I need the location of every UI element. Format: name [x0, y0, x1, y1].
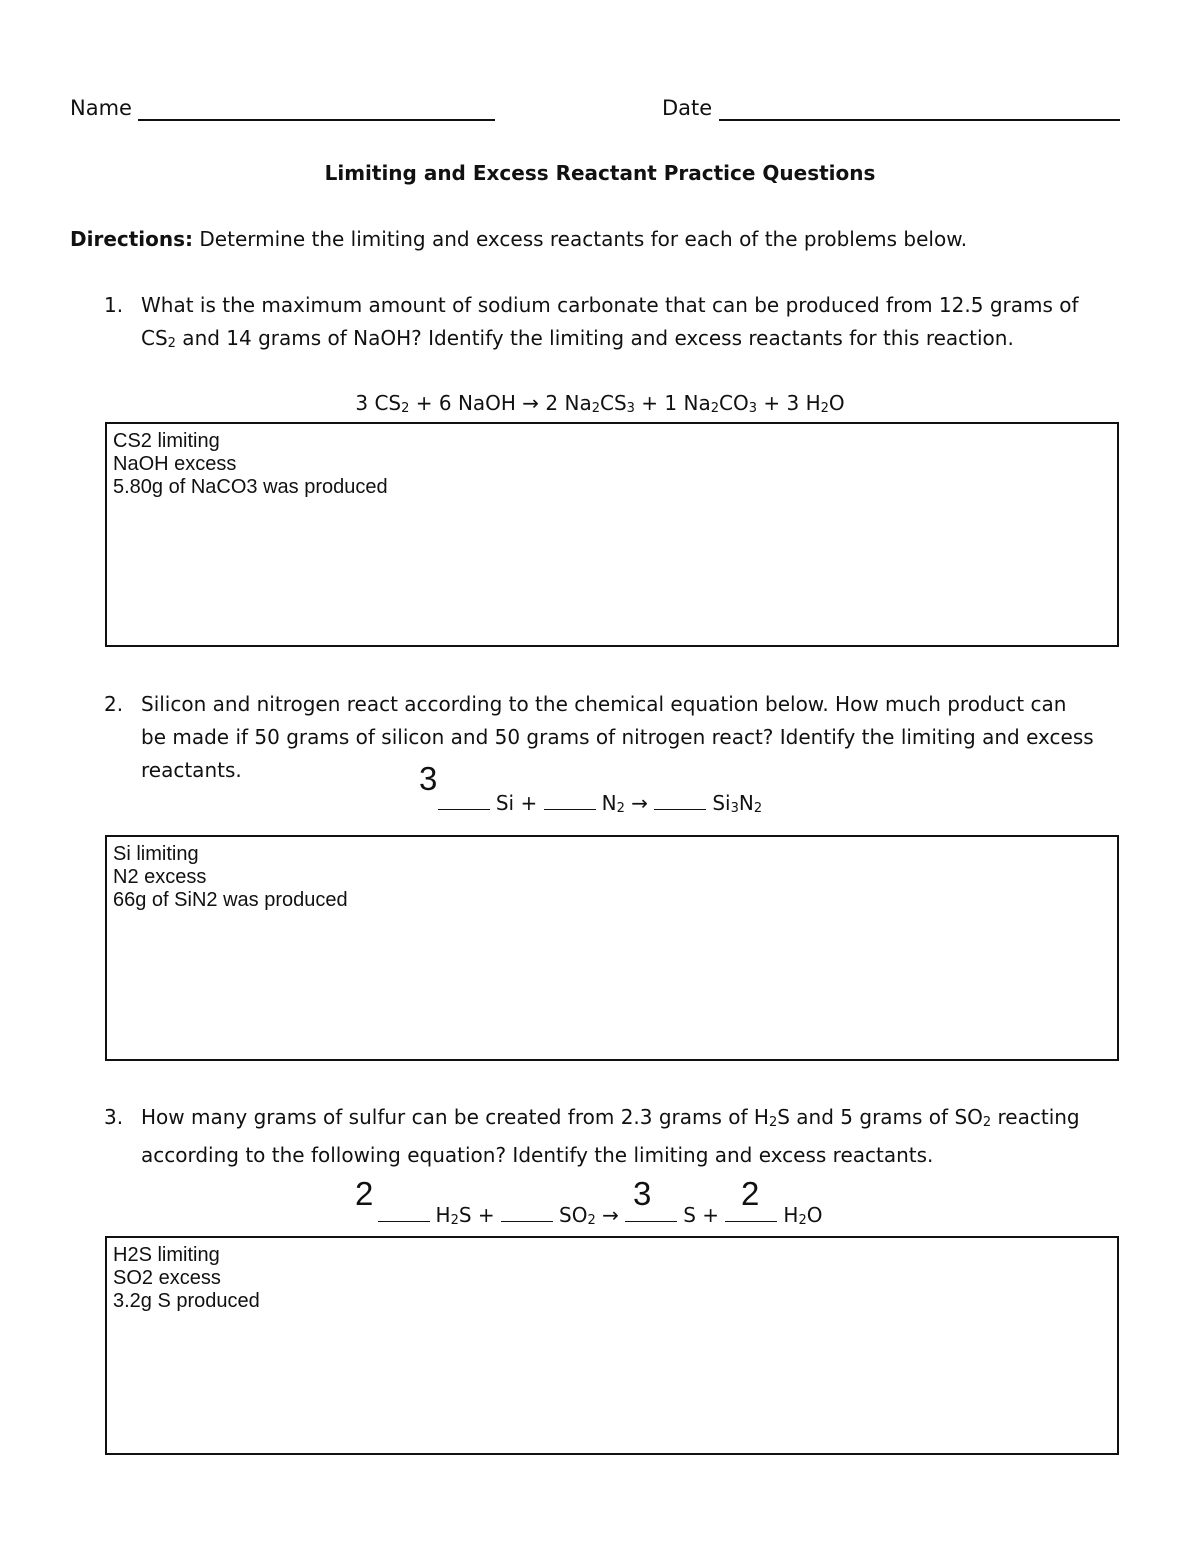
answer-line: 3.2g S produced: [113, 1290, 260, 1312]
question-text: [141, 1101, 1141, 1172]
text-fragment: and 14 grams of NaOH? Identify the limiting and excess reactants for this reaction.: [175, 326, 1014, 350]
blank[interactable]: [725, 1203, 777, 1222]
answer-box-2[interactable]: [105, 835, 1119, 1061]
subscript: 2: [167, 336, 176, 351]
answer-line: N2 excess: [113, 866, 207, 888]
answer-line: NaOH excess: [113, 453, 237, 475]
page-title: Limiting and Excess Reactant Practice Questions: [324, 161, 876, 185]
name-line[interactable]: [138, 119, 495, 121]
question-number: 2.: [104, 692, 124, 716]
subscript: 2: [982, 1115, 992, 1130]
question-line: be made if 50 grams of silicon and 50 grams of nitrogen react? Identify the limiting and excess: [141, 725, 1094, 749]
answer-line: 66g of SiN2 was produced: [113, 889, 348, 911]
question-number: 3.: [104, 1105, 124, 1129]
equation-3: $H_2S + SO_2 \to S + H_2O$: [0, 1203, 1200, 1228]
subscript: 2: [768, 1115, 778, 1130]
question-line: Silicon and nitrogen react according to the chemical equation below. How much product can: [141, 692, 1067, 716]
handwritten-coefficient: 2: [741, 1175, 760, 1212]
question-line: [141, 322, 1141, 360]
question-line: [141, 1101, 1141, 1139]
text-fragment: How many grams of sulfur can be created from 2.3 grams of H: [141, 1105, 769, 1129]
blank[interactable]: [625, 1203, 677, 1222]
answer-line: CS2 limiting: [113, 430, 220, 452]
text-fragment: S and 5 grams of SO: [777, 1105, 983, 1129]
text-fragment: CS: [141, 326, 168, 350]
question-text: [141, 688, 1141, 787]
question-number: 1.: [104, 293, 124, 317]
answer-box-1[interactable]: [105, 422, 1119, 647]
equation-1: 3 $CS_2 + 6$ NaOH → 2 $Na_2CS_3 + 1$ $Na_2CO_3 + 3$ $H_2O$: [355, 391, 845, 416]
answer-box-3[interactable]: [105, 1236, 1119, 1455]
handwritten-coefficient: 3: [633, 1175, 652, 1212]
question-text: [141, 289, 1141, 360]
date-line[interactable]: [719, 119, 1120, 121]
name-label: Name: [70, 96, 132, 120]
text-fragment: reacting: [991, 1105, 1080, 1129]
blank[interactable]: [378, 1203, 430, 1222]
blank[interactable]: [544, 791, 596, 810]
blank[interactable]: [438, 791, 490, 810]
blank[interactable]: [654, 791, 706, 810]
question-line: reactants.: [141, 758, 242, 782]
handwritten-coefficient: 2: [355, 1175, 374, 1212]
answer-line: 5.80g of NaCO3 was produced: [113, 476, 388, 498]
blank[interactable]: [501, 1203, 553, 1222]
directions-text: Determine the limiting and excess reactants for each of the problems below.: [199, 227, 968, 251]
answer-line: Si limiting: [113, 843, 199, 865]
directions: [70, 227, 967, 251]
directions-label: Directions:: [70, 227, 194, 251]
answer-line: H2S limiting: [113, 1244, 220, 1266]
question-line: What is the maximum amount of sodium carbonate that can be produced from 12.5 grams of: [141, 293, 1079, 317]
equation-2: $Si + N_2 \to Si_3N_2$: [0, 791, 1200, 816]
date-label: Date: [662, 96, 713, 120]
handwritten-coefficient: 3: [419, 760, 438, 797]
answer-line: SO2 excess: [113, 1267, 221, 1289]
question-line: according to the following equation? Identify the limiting and excess reactants.: [141, 1143, 934, 1167]
